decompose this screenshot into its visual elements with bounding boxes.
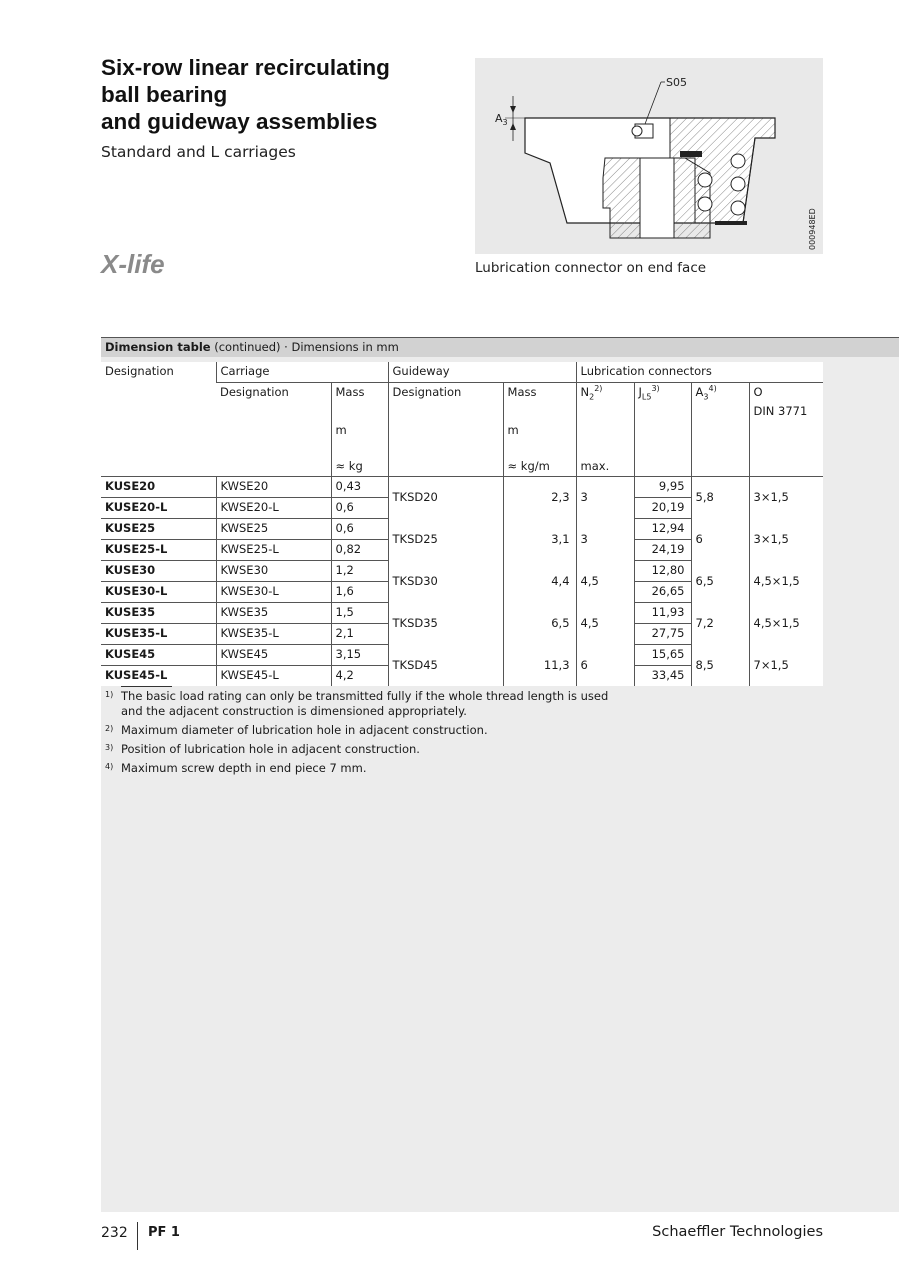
header-lubrication: Lubrication connectors	[576, 362, 823, 383]
section-code: PF 1	[148, 1225, 180, 1240]
page-subtitle: Standard and L carriages	[101, 143, 296, 161]
dimension-table	[101, 362, 823, 686]
header-guideway-designation: Designation	[388, 383, 503, 477]
header-a3: $A_3^{4)}$	[691, 383, 749, 477]
drawing-code: 000948ED	[808, 208, 817, 250]
header-n2: $N_2^{2)}$ max.	[576, 383, 634, 477]
company-name: Schaeffler Technologies	[652, 1224, 823, 1240]
footnote-1: 1) The basic load rating can only be transmitted fully if the whole thread length is used and the adjacent construction is dimensioned appropriately.	[105, 689, 609, 718]
header-jl5: $J_{L5}^{3)}$	[634, 383, 691, 477]
footer-separator	[137, 1222, 138, 1250]
page-title	[101, 54, 461, 135]
figure-caption: Lubrication connector on end face	[475, 260, 707, 276]
title-line-1: Six-row linear recirculating	[101, 55, 390, 80]
x-life-logo: X-life	[101, 249, 165, 279]
table-row: KUSE30-L KWSE30-L 1,6 26,65	[101, 582, 823, 603]
table-row: KUSE20-L KWSE20-L 0,6 20,19	[101, 498, 823, 519]
technical-drawing	[475, 58, 823, 254]
footnotes	[105, 689, 705, 780]
table-row: KUSE20 KWSE20 0,43 TKSD20 2,3 3 9,95 5,8 3×1,5	[101, 477, 823, 498]
header-row-1	[101, 362, 823, 383]
table-row: KUSE45-L KWSE45-L 4,2 33,45	[101, 666, 823, 687]
header-designation: Designation	[101, 362, 216, 477]
header-carriage-designation: Designation	[216, 383, 331, 477]
table-row: KUSE35-L KWSE35-L 2,1 27,75	[101, 624, 823, 645]
header-carriage: Carriage	[216, 362, 388, 383]
lubrication-connector-figure	[475, 58, 823, 254]
footnote-4: 4) Maximum screw depth in end piece 7 mm.	[105, 761, 367, 775]
table-row: KUSE30 KWSE30 1,2 TKSD30 4,4 4,5 12,80 6,5 4,5×1,5	[101, 561, 823, 582]
page-number: 232	[101, 1225, 128, 1241]
title-line-2: ball bearing	[101, 82, 228, 107]
footnote-2: 2) Maximum diameter of lubrication hole in adjacent construction.	[105, 723, 488, 737]
table-row: KUSE25 KWSE25 0,6 TKSD25 3,1 3 12,94 6 3×1,5	[101, 519, 823, 540]
header-guideway: Guideway	[388, 362, 576, 383]
label-a3: $A_3$	[495, 112, 508, 127]
table-row: KUSE25-L KWSE25-L 0,82 24,19	[101, 540, 823, 561]
label-s05: S05	[666, 76, 687, 89]
table-title: Dimension table (continued) · Dimensions in mm	[101, 337, 899, 357]
title-line-3: and guideway assemblies	[101, 109, 378, 134]
table-row: KUSE35 KWSE35 1,5 TKSD35 6,5 4,5 11,93 7,2 4,5×1,5	[101, 603, 823, 624]
header-guideway-mass: Mass m ≈ kg/m	[503, 383, 576, 477]
table-row: KUSE45 KWSE45 3,15 TKSD45 11,3 6 15,65 8,5 7×1,5	[101, 645, 823, 666]
header-carriage-mass: Mass m ≈ kg	[331, 383, 388, 477]
footnote-3: 3) Position of lubrication hole in adjacent construction.	[105, 742, 420, 756]
footnote-divider	[121, 686, 172, 687]
header-o-ring: O DIN 3771	[749, 383, 823, 477]
